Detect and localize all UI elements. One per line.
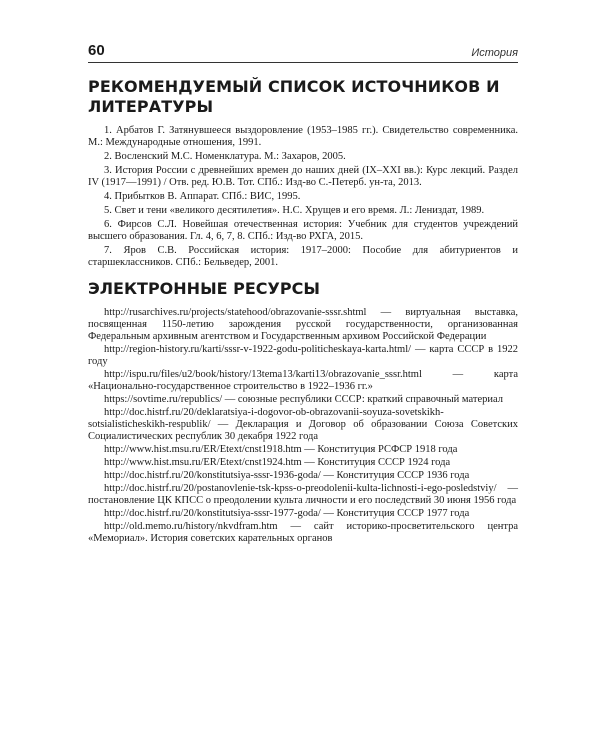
resources-list — [88, 307, 518, 545]
resource-item: http://www.hist.msu.ru/ER/Etext/cnst1918.htm — Конституция РСФСР 1918 года — [104, 444, 458, 455]
literature-item: 1. Арбатов Г. Затянувшееся выздоровление (1953–1985 гг.). Свидетельство современника. М.: Международные отношения, 1991. — [88, 125, 518, 148]
resource-item: http://doc.histrf.ru/20/postanovlenie-tsk-kpss-o-preodolenii-kulta-lichnosti-i-ego-posledstviy/ — постановление ЦК КПСС о преодолении культа личности и его последствий 30 июня 1956 года — [88, 483, 518, 506]
resource-item: http://rusarchives.ru/projects/statehood/obrazovanie-sssr.shtml — виртуальная выставка, посвященная 1150-летию зарождения русской государственности, организованная Федеральным архивным агентством и Государственным архивом Российской Федерации — [88, 307, 518, 342]
literature-item: 7. Яров С.В. Российская история: 1917–2000: Пособие для абитуриентов и старшеклассников. СПб.: Бельведер, 2001. — [88, 245, 518, 268]
resource-item: https://sovtime.ru/republics/ — союзные республики СССР: краткий справочный материал — [104, 394, 503, 405]
resource-item: http://region-history.ru/karti/sssr-v-1922-godu-politicheskaya-karta.html/ — карта СССР в 1922 году — [88, 344, 518, 367]
resource-item: http://doc.histrf.ru/20/konstitutsiya-sssr-1936-goda/ — Конституция СССР 1936 года — [104, 470, 470, 481]
literature-heading: РЕКОМЕНДУЕМЫЙ СПИСОК ИСТОЧНИКОВ И ЛИТЕРАТУРЫ — [88, 77, 500, 116]
page-number: 60 — [88, 42, 105, 59]
resource-item: http://www.hist.msu.ru/ER/Etext/cnst1924.htm — Конституция СССР 1924 года — [104, 457, 451, 468]
running-title: История — [471, 47, 518, 59]
literature-item: 4. Прибытков В. Аппарат. СПб.: ВИС, 1995. — [104, 191, 301, 202]
resource-item: http://ispu.ru/files/u2/book/history/13tema13/karti13/obrazovanie_sssr.html — карта «Национально-государственное строительство в 1922–1936 гг.» — [88, 369, 518, 392]
resources-heading: ЭЛЕКТРОННЫЕ РЕСУРСЫ — [88, 279, 320, 298]
resource-item: http://doc.histrf.ru/20/deklaratsiya-i-dogovor-ob-obrazovanii-soyuza-sovetskikh-sotsialisticheskikh-respublik/ — Декларация и Договор об образовании Союза Советских Социалистических республик 30 декабря 1922 года — [88, 407, 518, 442]
literature-item: 2. Восленский М.С. Номенклатура. М.: Захаров, 2005. — [104, 151, 346, 162]
literature-item: 6. Фирсов С.Л. Новейшая отечественная история: Учебник для студентов учреждений высшего образования. Гл. 4, 6, 7, 8. СПб.: Изд-во РХГА, 2015. — [88, 219, 518, 242]
resource-item: http://doc.histrf.ru/20/konstitutsiya-sssr-1977-goda/ — Конституция СССР 1977 года — [104, 508, 470, 519]
literature-item: 5. Свет и тени «великого десятилетия». Н.С. Хрущев и его время. Л.: Лениздат, 1989. — [104, 205, 485, 216]
literature-list — [88, 125, 518, 269]
resource-item: http://old.memo.ru/history/nkvdfram.htm — сайт историко-просветительского центра «Мемориал». История советских карательных органов — [88, 521, 518, 544]
literature-item: 3. История России с древнейших времен до наших дней (IX–XXI вв.): Курс лекций. Раздел IV (1917—1991) / Отв. ред. Ю.В. Тот. СПб.: Изд-во С.-Петерб. ун-та, 2013. — [88, 165, 518, 188]
page-header — [88, 42, 518, 63]
